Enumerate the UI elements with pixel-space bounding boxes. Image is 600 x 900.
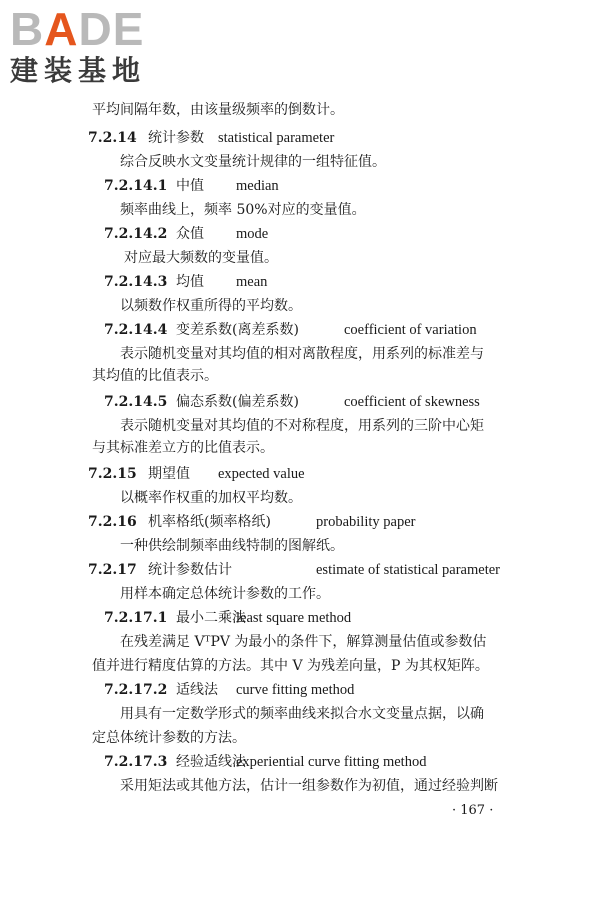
term-chinese: 均值 [176, 274, 204, 290]
definition-text: 对应最大频数的变量值。 [124, 250, 278, 266]
term-english: probability paper [316, 514, 416, 530]
definition-text: 平均间隔年数，由该量级频率的倒数计。 [92, 102, 344, 118]
term-heading [104, 752, 426, 772]
definition-text: 用具有一定数学形式的频率曲线来拟合水文变量点据，以确 [120, 706, 484, 722]
bade-logo [10, 5, 180, 87]
term-english: mode [236, 226, 269, 242]
clause-number: 7.2.14.5 [104, 394, 168, 410]
term-english: estimate of statistical parameter [316, 562, 500, 578]
clause-number: 7.2.14.3 [104, 274, 168, 290]
term-english: statistical parameter [218, 130, 335, 146]
term-chinese: 最小二乘法 [176, 610, 246, 626]
definition-text: 其均值的比值表示。 [92, 368, 218, 384]
term-heading [104, 608, 351, 628]
clause-number: 7.2.15 [88, 466, 137, 482]
term-heading [104, 680, 354, 700]
definition-text: 定总体统计参数的方法。 [92, 730, 246, 746]
term-heading [104, 320, 477, 340]
term-heading [88, 560, 500, 580]
definition-text: 与其标准差立方的比值表示。 [92, 440, 274, 456]
clause-number: 7.2.16 [88, 514, 137, 530]
term-heading [88, 128, 334, 148]
term-chinese: 众值 [176, 226, 204, 242]
clause-number: 7.2.17 [88, 562, 137, 578]
term-heading [104, 272, 267, 292]
definition-text: 表示随机变量对其均值的相对离散程度，用系列的标准差与 [120, 346, 484, 362]
clause-number: 7.2.17.2 [104, 682, 168, 698]
term-heading [104, 392, 480, 412]
term-chinese: 经验适线法 [176, 754, 246, 770]
definition-text: 一种供绘制频率曲线特制的图解纸。 [120, 538, 344, 554]
definition-text: 以频数作权重所得的平均数。 [120, 298, 302, 314]
definition-text: 在残差满足 VᵀPV 为最小的条件下，解算测量估值或参数估 [120, 634, 487, 650]
term-chinese: 变差系数(离差系数) [176, 322, 299, 338]
term-chinese: 机率格纸(频率格纸) [148, 514, 271, 530]
definition-text: 综合反映水文变量统计规律的一组特征值。 [120, 154, 386, 170]
clause-number: 7.2.14 [88, 130, 137, 146]
term-english: curve fitting method [236, 682, 355, 698]
term-heading [88, 512, 415, 532]
definition-text: 采用矩法或其他方法，估计一组参数作为初值，通过经验判断 [120, 778, 498, 794]
term-english: least square method [236, 610, 352, 626]
definition-text: 频率曲线上，频率 50%对应的变量值。 [120, 202, 366, 218]
term-english: expected value [218, 466, 305, 482]
definition-text: 用样本确定总体统计参数的工作。 [120, 586, 330, 602]
term-english: coefficient of skewness [344, 394, 480, 410]
term-english: median [236, 178, 279, 194]
definition-text: 以概率作权重的加权平均数。 [120, 490, 302, 506]
page-number: · 167 · [452, 803, 494, 818]
term-chinese: 期望值 [148, 466, 190, 482]
logo-wordmark: BADE [10, 3, 145, 55]
term-english: mean [236, 274, 268, 290]
clause-number: 7.2.14.1 [104, 178, 168, 194]
clause-number: 7.2.17.1 [104, 610, 168, 626]
term-chinese: 偏态系数(偏差系数) [176, 394, 299, 410]
definition-text: 值并进行精度估算的方法。其中 V 为残差向量，P 为其权矩阵。 [92, 658, 489, 674]
term-chinese: 统计参数估计 [148, 562, 232, 578]
clause-number: 7.2.17.3 [104, 754, 168, 770]
term-heading [104, 224, 268, 244]
term-english: experiential curve fitting method [236, 754, 427, 770]
term-chinese: 中值 [176, 178, 204, 194]
term-heading [104, 176, 279, 196]
term-english: coefficient of variation [344, 322, 477, 338]
term-chinese: 适线法 [176, 682, 218, 698]
clause-number: 7.2.14.2 [104, 226, 168, 242]
definition-text: 表示随机变量对其均值的不对称程度，用系列的三阶中心矩 [120, 418, 484, 434]
term-chinese: 统计参数 [148, 130, 204, 146]
logo-subtitle: 建装基地 [10, 54, 147, 87]
clause-number: 7.2.14.4 [104, 322, 168, 338]
term-heading [88, 464, 305, 484]
